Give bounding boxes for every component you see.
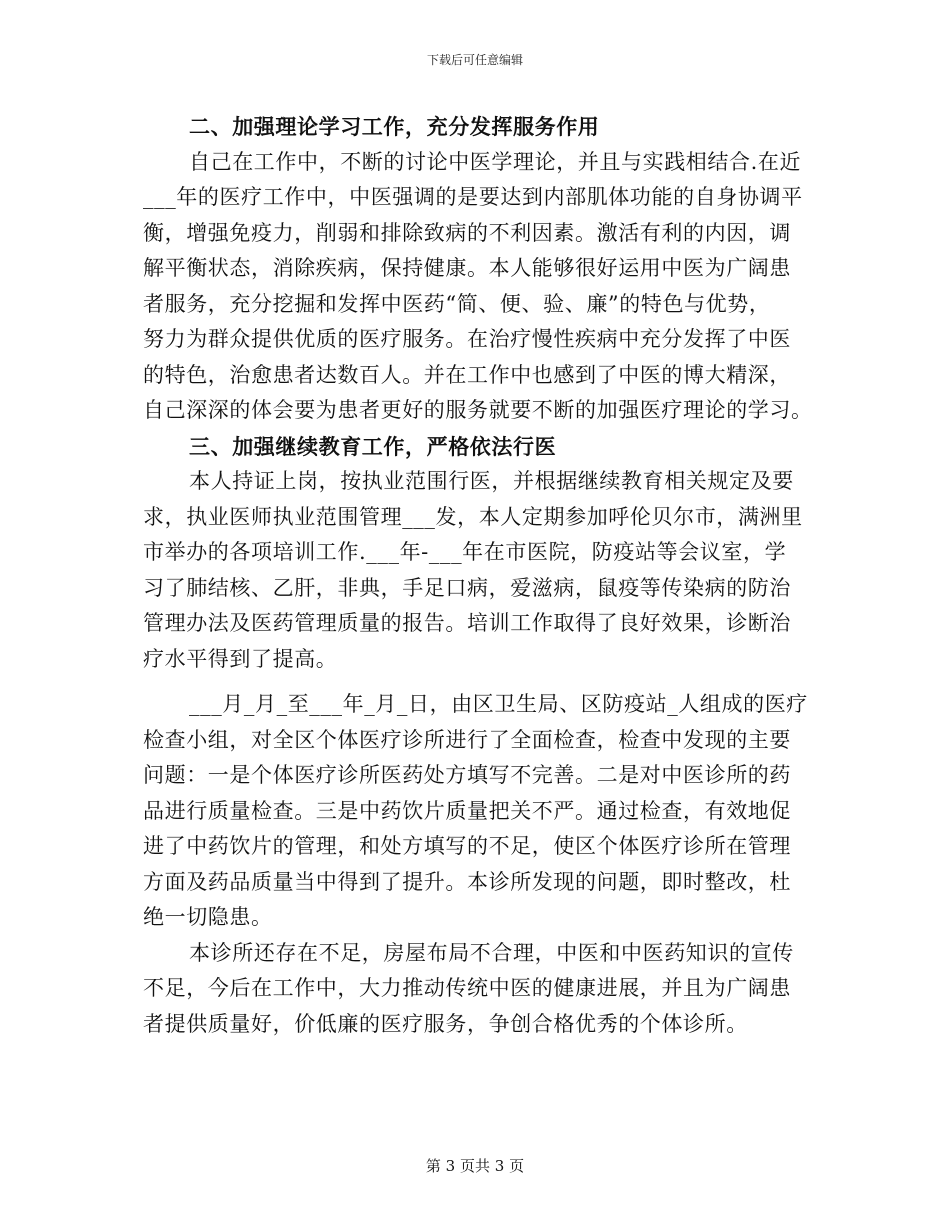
section-heading-2: 二、加强理论学习工作，充分发挥服务作用 [189,114,600,139]
paragraph-line: 检查小组，对全区个体医疗诊所进行了全面检查，检查中发现的主要 [143,727,791,752]
paragraph-line: 方面及药品质量当中得到了提升。本诊所发现的问题，即时整改，杜 [143,869,791,894]
paragraph-line: 习了肺结核、乙肝，非典，手足口病，爱滋病，鼠疫等传染病的防治 [143,575,791,600]
paragraph-line: 品进行质量检查。三是中药饮片质量把关不严。通过检查，有效地促 [143,798,791,823]
paragraph-line: 本人持证上岗，按执业范围行医，并根据继续教育相关规定及要 [189,469,794,493]
page-number-footer: 第 3 页共 3 页 [425,1157,525,1175]
paragraph-line: 解平衡状态，消除疾病，保持健康。本人能够很好运用中医为广阔患 [143,256,791,280]
paragraph-line: 本诊所还存在不足，房屋布局不合理，中医和中医药知识的宣传 [189,940,794,965]
page-header-note: 下载后可任意编辑 [426,53,523,67]
paragraph-line: 的特色，治愈患者达数百人。并在工作中也感到了中医的博大精深， [143,362,791,387]
paragraph-line: 不足，今后在工作中，大力推动传统中医的健康进展，并且为广阔患 [143,976,791,1000]
section-heading-3: 三、加强继续教育工作，严格依法行医 [189,433,557,459]
paragraph-line: 者服务，充分挖掘和发挥中医药“简、便、验、廉”的特色与优势， [143,291,771,316]
paragraph-line: 自己在工作中，不断的讨论中医学理论，并且与实践相结合.在近 [189,149,802,174]
paragraph-line: 管理办法及医药管理质量的报告。培训工作取得了良好效果，诊断治 [143,611,791,635]
paragraph-line: ___月_月_至___年_月_日，由区卫生局、区防疫站_人组成的医疗 [189,692,808,716]
paragraph-line: 进了中药饮片的管理，和处方填写的不足，使区个体医疗诊所在管理 [143,834,791,858]
paragraph-line: 自己深深的体会要为患者更好的服务就要不断的加强医疗理论的学习。 [143,398,813,422]
paragraph-line: 问题：一是个体医疗诊所医药处方填写不完善。二是对中医诊所的药 [143,763,791,787]
paragraph-line: 努力为群众提供优质的医疗服务。在治疗慢性疾病中充分发挥了中医 [143,327,791,351]
paragraph-gap [143,677,810,687]
paragraph-line: 者提供质量好，价低廉的医疗服务，争创合格优秀的个体诊所。 [143,1011,748,1036]
paragraph-line: 市举办的各项培训工作.___年-___年在市医院，防疫站等会议室，学 [143,540,787,564]
paragraph-line: 绝一切隐患。 [143,905,273,929]
document-body [143,109,813,1042]
paragraph-line: 求，执业医师执业范围管理___发，本人定期参加呼伦贝尔市，满洲里 [143,504,803,529]
paragraph-line: 衡，增强免疫力，削弱和排除致病的不利因素。激活有利的内因，调 [143,220,791,245]
paragraph-line: 疗水平得到了提高。 [143,646,338,671]
paragraph-line: ___年的医疗工作中，中医强调的是要达到内部肌体功能的自身协调平 [143,185,803,209]
